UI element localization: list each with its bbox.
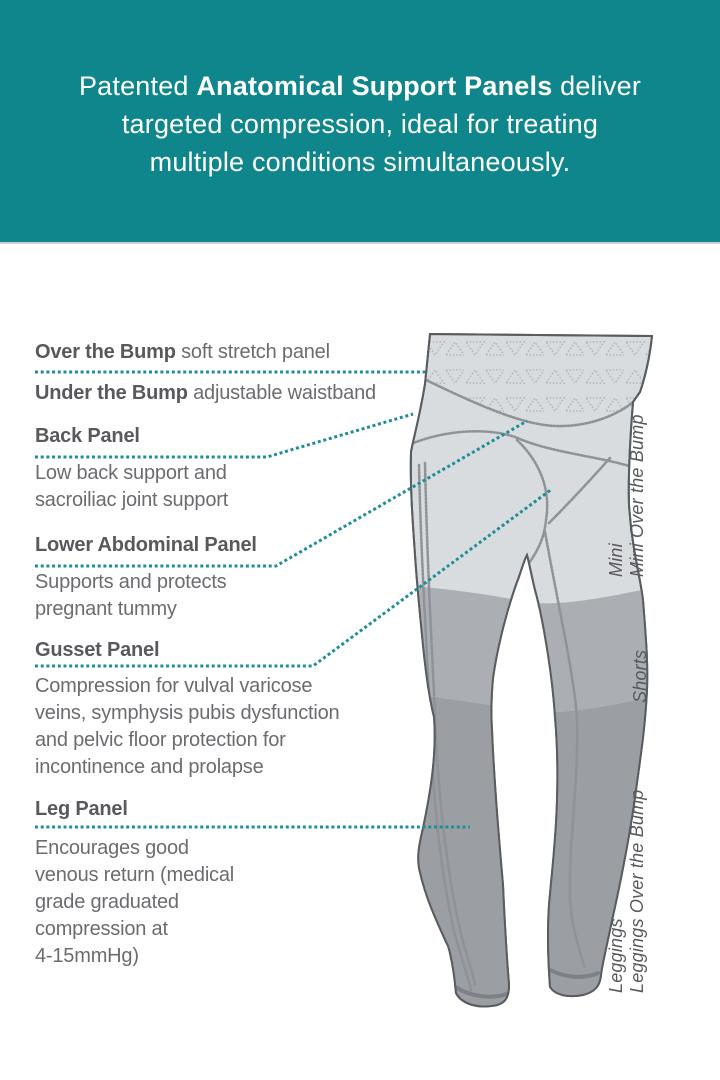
lower-abdominal-desc-line: pregnant tummy [35, 598, 177, 620]
zone-label-leggings-line: Leggings Over the Bump [627, 789, 647, 993]
zone-label-mini-line: Mini Over the Bump [627, 414, 647, 577]
header-line-3: multiple conditions simultaneously. [149, 147, 571, 177]
lower-abdominal-desc [35, 569, 226, 623]
header-line1-bold: Anatomical Support Panels [196, 71, 553, 101]
leg-panel-desc-line: Encourages good [35, 837, 189, 859]
leg-panel-title: Leg Panel [35, 798, 128, 820]
gusset-panel-desc [35, 673, 339, 781]
header-line1-pre: Patented [78, 71, 197, 101]
zone-label-leggings [606, 781, 648, 993]
back-panel-desc-line: sacroiliac joint support [35, 489, 229, 511]
back-panel-desc-line: Low back support and [35, 462, 227, 484]
leg-panel-desc-line: venous return (medical [35, 864, 235, 886]
shorts-zone [395, 585, 665, 712]
back-panel-title: Back Panel [35, 425, 140, 447]
gusset-panel-desc-line: Compression for vulval varicose [35, 675, 313, 697]
lower-abdominal-title: Lower Abdominal Panel [35, 534, 257, 556]
over-bump-label [35, 340, 330, 364]
leg-panel-desc-line: compression at [35, 918, 168, 940]
leg-panel-desc [35, 835, 234, 970]
gusset-panel-title: Gusset Panel [35, 639, 160, 661]
header-line1-post: deliver [552, 71, 642, 101]
gusset-panel-desc-line: veins, symphysis pubis dysfunction [35, 702, 340, 724]
lower-abdominal-desc-line: Supports and protects [35, 571, 227, 593]
over-bump-name: Over the Bump [35, 341, 176, 363]
gusset-panel-desc-line: and pelvic floor protection for [35, 729, 286, 751]
over-bump-desc: soft stretch panel [175, 341, 330, 363]
under-bump-desc: adjustable waistband [187, 382, 376, 404]
gusset-panel-desc-line: incontinence and prolapse [35, 756, 264, 778]
leg-panel-desc-line: 4-15mmHg) [35, 945, 139, 967]
zone-label-leggings-line: Leggings [606, 918, 626, 993]
under-bump-name: Under the Bump [35, 382, 188, 404]
zone-label-mini-line: Mini [606, 543, 626, 577]
under-bump-label [35, 381, 376, 405]
zone-label-shorts [630, 641, 651, 703]
zone-label-mini [606, 407, 648, 577]
leg-panel-desc-line: grade graduated [35, 891, 179, 913]
header-line-2: targeted compression, ideal for treating [121, 109, 599, 139]
zone-label-shorts-line: Shorts [630, 649, 650, 703]
back-panel-desc [35, 460, 228, 514]
